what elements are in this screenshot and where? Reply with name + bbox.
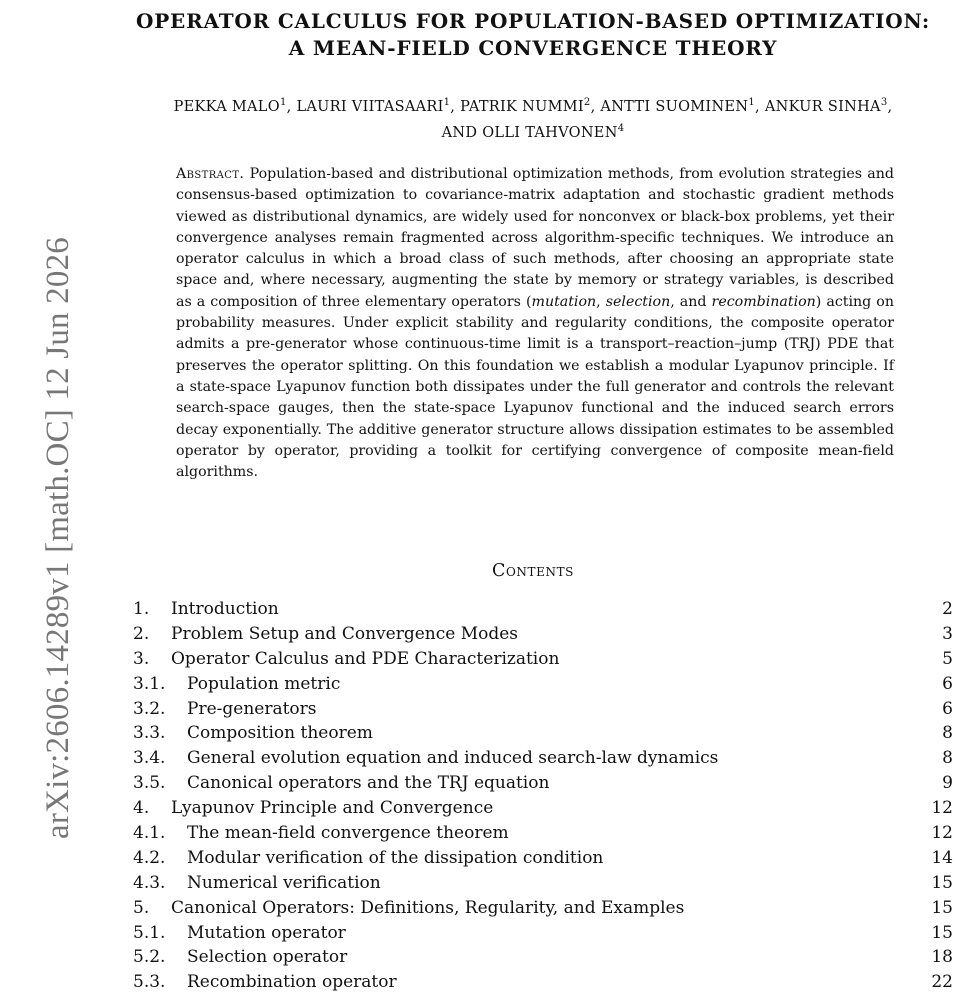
toc-entry[interactable] (133, 746, 953, 771)
contents-heading: Contents (491, 561, 575, 581)
toc-entry[interactable] (133, 672, 953, 697)
toc-entry[interactable] (133, 970, 953, 995)
author-name: PATRIK NUMMI (460, 98, 584, 115)
toc-entry-number: 1. (133, 599, 150, 619)
toc-entry-title: Canonical Operators: Definitions, Regularity, and Examples (171, 897, 685, 918)
toc-entry-number: 5. (133, 897, 150, 918)
toc-entry-number: 5.3. (133, 972, 166, 993)
toc-entry-number: 4.1. (133, 823, 166, 844)
author-affiliation: 1 (748, 97, 755, 108)
authors-line-1: PEKKA MALO$^1$, LAURI VIITASAARI$^1$, PATRIK NUMMI$^2$, ANTTI SUOMINEN$^1$, ANKUR SINHA$^3$, (173, 97, 893, 115)
toc-entry-page: 18 (931, 947, 953, 968)
toc-entry-page: 15 (931, 922, 953, 943)
abstract-text: ) acting on probability measures. Under explicit stability and regularity conditions, the composite operator admits a pre-generator whose continuous-time limit is a transport–reaction–jump (TRJ) PDE that preserves the operator splitting. On this foundation we establish a modular Lyapunov principle. If a state-space Lyapunov function both dissipates under the full generator and controls the relevant search-space gauges, then the state-space Lyapunov functional and the induced search errors decay exponentially. The additive generator structure allows dissipation estimates to be assembled operator by operator, providing a toolkit for certifying convergence of composite mean-field algorithms. (176, 293, 894, 481)
abstract-body (176, 166, 894, 480)
toc-entry-number: 4.3. (133, 872, 166, 893)
author-affiliation: 1 (279, 97, 287, 108)
author-name: LAURI VIITASAARI (296, 98, 444, 115)
toc-entry[interactable] (133, 871, 953, 896)
toc-entry-title: Modular verification of the dissipation condition (187, 847, 604, 868)
author-name: ANKUR SINHA (764, 98, 881, 115)
toc-entry-page: 6 (942, 698, 953, 719)
toc-entry[interactable] (133, 796, 953, 821)
toc-entry-title: General evolution equation and induced search-law dynamics (187, 748, 719, 769)
toc-entry-title: Composition theorem (187, 723, 373, 744)
toc-entry-number: 3.4. (133, 748, 166, 769)
toc-entry[interactable] (133, 597, 953, 622)
abstract-text: , and (670, 293, 712, 310)
toc-entry-page: 9 (942, 773, 953, 794)
author-name: OLLI TAHVONEN (482, 124, 618, 141)
abstract-emphasis: mutation (531, 293, 597, 310)
toc-entry-page: 22 (931, 972, 953, 993)
toc-entry-title: Mutation operator (187, 922, 346, 943)
toc-entry-number: 4. (133, 798, 150, 819)
toc-entry[interactable] (133, 921, 953, 946)
author-name: ANTTI SUOMINEN (600, 98, 749, 115)
author-affiliation: 1 (443, 97, 451, 108)
author-affiliation: 2 (583, 97, 591, 108)
toc-entry-page: 12 (931, 798, 953, 819)
toc-entry-number: 3.3. (133, 723, 166, 744)
toc-entry-title: Selection operator (187, 947, 348, 968)
toc-entry-title: Operator Calculus and PDE Characterization (171, 648, 560, 669)
toc-entry[interactable] (133, 622, 953, 647)
toc-entry-page: 5 (942, 648, 953, 669)
abstract (176, 164, 894, 483)
toc-entry-title: Pre-generators (187, 698, 317, 719)
toc-entry-number: 5.2. (133, 947, 166, 968)
author-list (100, 92, 966, 144)
toc-entry-number: 5.1. (133, 922, 166, 943)
toc-entry[interactable] (133, 697, 953, 722)
toc-entry-title: Canonical operators and the TRJ equation (187, 773, 550, 794)
paper-title (100, 8, 966, 62)
toc-entry[interactable] (133, 721, 953, 746)
toc-entry-title: Recombination operator (187, 972, 397, 993)
toc-entry-page: 15 (931, 897, 953, 918)
abstract-text: , (596, 293, 606, 310)
arxiv-identifier-stamp: arXiv:2606.14289v1 [math.OC] 12 Jun 2026 (40, 237, 76, 839)
authors-line-2 (100, 118, 966, 144)
abstract-emphasis: recombination (711, 293, 816, 310)
author-affiliation: 4 (617, 122, 625, 134)
toc-entry-title: Numerical verification (187, 872, 381, 893)
toc-entry-page: 3 (942, 623, 953, 644)
toc-entry-title: Lyapunov Principle and Convergence (171, 798, 494, 819)
toc-entry-number: 3.1. (133, 673, 166, 694)
toc-entry-title: Problem Setup and Convergence Modes (171, 623, 519, 644)
toc-entry-number: 4.2. (133, 847, 166, 868)
toc-entry-page: 6 (942, 673, 953, 694)
table-of-contents (133, 597, 953, 995)
toc-entry[interactable] (133, 771, 953, 796)
toc-entry-number: 3.5. (133, 773, 166, 794)
toc-entry[interactable] (133, 896, 953, 921)
toc-entry-number: 3. (133, 648, 150, 669)
toc-entry-title: The mean-field convergence theorem (187, 823, 509, 844)
toc-entry-page: 2 (942, 599, 953, 619)
toc-entry[interactable] (133, 945, 953, 970)
author-affiliation: 3 (880, 97, 888, 108)
abstract-label: Abstract. (176, 166, 245, 182)
abstract-emphasis: selection (605, 293, 671, 310)
toc-entry-page: 8 (942, 748, 953, 769)
toc-entry[interactable] (133, 647, 953, 672)
toc-entry[interactable] (133, 821, 953, 846)
toc-entry-page: 8 (942, 723, 953, 744)
toc-entry-title: Introduction (171, 599, 279, 619)
toc-entry-number: 2. (133, 623, 150, 644)
abstract-text: Population-based and distributional optimization methods, from evolution strategies and consensus-based optimization to covariance-matrix adaptation and stochastic gradient methods viewed as distributional dynamics, are widely used for nonconvex or black-box problems, yet their convergence analyses remain fragmented across algorithm-specific techniques. We introduce an operator calculus in which a broad class of such methods, after choosing an appropriate state space and, where necessary, augmenting the state by memory or strategy variables, is described as a composition of three elementary operators ( (176, 166, 894, 310)
toc-entry-number: 3.2. (133, 698, 166, 719)
toc-entry-page: 12 (931, 823, 953, 844)
title-line-1: OPERATOR CALCULUS FOR POPULATION-BASED OPTIMIZATION: (135, 9, 931, 33)
author-name: PEKKA MALO (173, 98, 280, 115)
title-line-2: A MEAN-FIELD CONVERGENCE THEORY (288, 36, 778, 60)
toc-entry-title: Population metric (187, 673, 341, 694)
authors-conjunction: AND (441, 124, 478, 141)
toc-entry-page: 15 (931, 872, 953, 893)
toc-entry-page: 14 (931, 847, 953, 868)
toc-entry[interactable] (133, 846, 953, 871)
